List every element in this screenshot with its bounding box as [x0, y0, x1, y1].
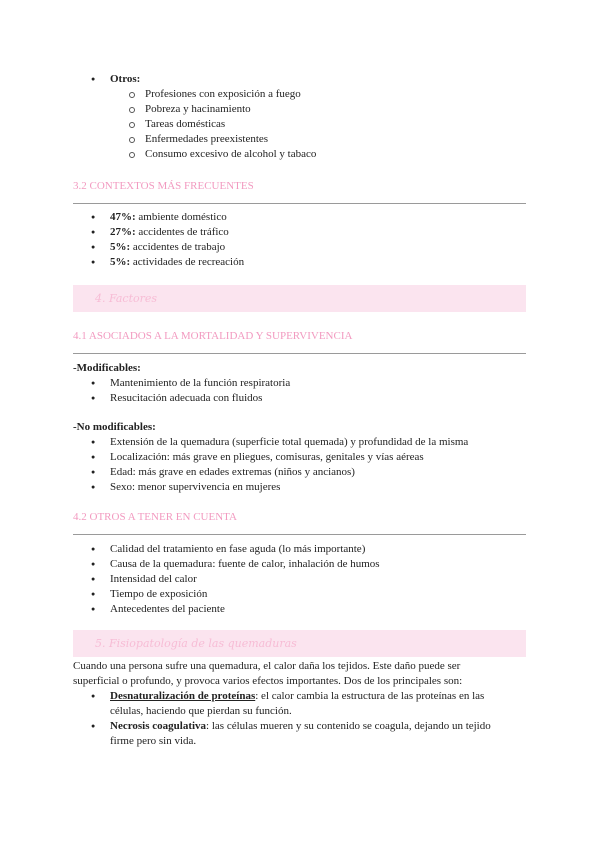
list-item: ● Causa de la quemadura: fuente de calor, inhalación de humos [92, 557, 380, 572]
list-item: Profesiones con exposición a fuego [127, 87, 316, 102]
list-item: ● Antecedentes del paciente [92, 602, 380, 617]
modificables-label: -Modificables: [73, 362, 141, 374]
list-item: ● Calidad del tratamiento en fase aguda (lo más importante) [92, 542, 380, 557]
effect-text: células, haciendo que pierdan su función. [110, 705, 292, 717]
contextos-list [92, 210, 244, 270]
list-item [92, 719, 491, 734]
effect-text: : las células mueren y su contenido se coagula, dejando un tejido [206, 720, 491, 732]
section-title-4-2: 4.2 OTROS A TENER EN CUENTA [73, 511, 237, 523]
percent-label: 5%: [110, 256, 131, 268]
list-item: ● Edad: más grave en edades extremas (niños y ancianos) [92, 465, 468, 480]
section-divider [73, 534, 526, 535]
list-item [92, 240, 244, 255]
section-divider [73, 353, 526, 354]
effect-text: firme pero sin vida. [110, 735, 197, 747]
effects-list [92, 689, 491, 749]
heading-5-title: 5. Fisiopatología de las quemaduras [95, 637, 297, 650]
section-divider [73, 203, 526, 204]
list-item: Tareas domésticas [127, 117, 316, 132]
list-item: Enfermedades preexistentes [127, 132, 316, 147]
list-item [92, 255, 244, 270]
modificables-list [92, 376, 290, 406]
heading-4-title: 4. Factores [95, 292, 158, 305]
no-modificables-list [92, 435, 468, 495]
effect-text: : el calor cambia la estructura de las proteínas en las [255, 690, 485, 702]
item-text: accidentes de tráfico [135, 226, 229, 238]
item-text: accidentes de trabajo [130, 241, 226, 253]
otros-sublist [127, 87, 316, 162]
percent-label: 47%: [110, 211, 136, 223]
list-item: ● Extensión de la quemadura (superficie total quemada) y profundidad de la misma [92, 435, 468, 450]
list-item: ● Intensidad del calor [92, 572, 380, 587]
list-item: ● Mantenimiento de la función respiratoria [92, 376, 290, 391]
intro-line-2: superficial o profundo, y provoca varios efectos importantes. Dos de los principales son: [73, 675, 463, 687]
otros-list [92, 72, 140, 87]
list-item-continuation [92, 734, 491, 749]
otros-factores-list [92, 542, 380, 617]
list-item-continuation [92, 704, 491, 719]
list-item [92, 210, 244, 225]
heading-band-5 [73, 630, 526, 657]
list-item: ● Localización: más grave en pliegues, comisuras, genitales y vías aéreas [92, 450, 468, 465]
item-text: actividades de recreación [130, 256, 245, 268]
intro-line-1: Cuando una persona sufre una quemadura, el calor daña los tejidos. Este daño puede ser [73, 660, 461, 672]
percent-label: 27%: [110, 226, 136, 238]
list-item: ● Resucitación adecuada con fluidos [92, 391, 290, 406]
list-item: ● Tiempo de exposición [92, 587, 380, 602]
otros-label: Otros: [110, 73, 141, 85]
effect-term: Desnaturalización de proteínas [110, 690, 256, 702]
list-item [92, 689, 491, 704]
list-item [92, 72, 140, 87]
heading-band-4 [73, 285, 526, 312]
list-item: Pobreza y hacinamiento [127, 102, 316, 117]
list-item [92, 225, 244, 240]
percent-label: 5%: [110, 241, 131, 253]
no-modificables-label: -No modificables: [73, 421, 156, 433]
item-text: ambiente doméstico [135, 211, 227, 223]
effect-term: Necrosis coagulativa [110, 720, 207, 732]
list-item: Consumo excesivo de alcohol y tabaco [127, 147, 316, 162]
section-title-3-2: 3.2 CONTEXTOS MÁS FRECUENTES [73, 180, 254, 192]
section-title-4-1: 4.1 ASOCIADOS A LA MORTALIDAD Y SUPERVIVENCIA [73, 330, 353, 342]
list-item: ● Sexo: menor supervivencia en mujeres [92, 480, 468, 495]
